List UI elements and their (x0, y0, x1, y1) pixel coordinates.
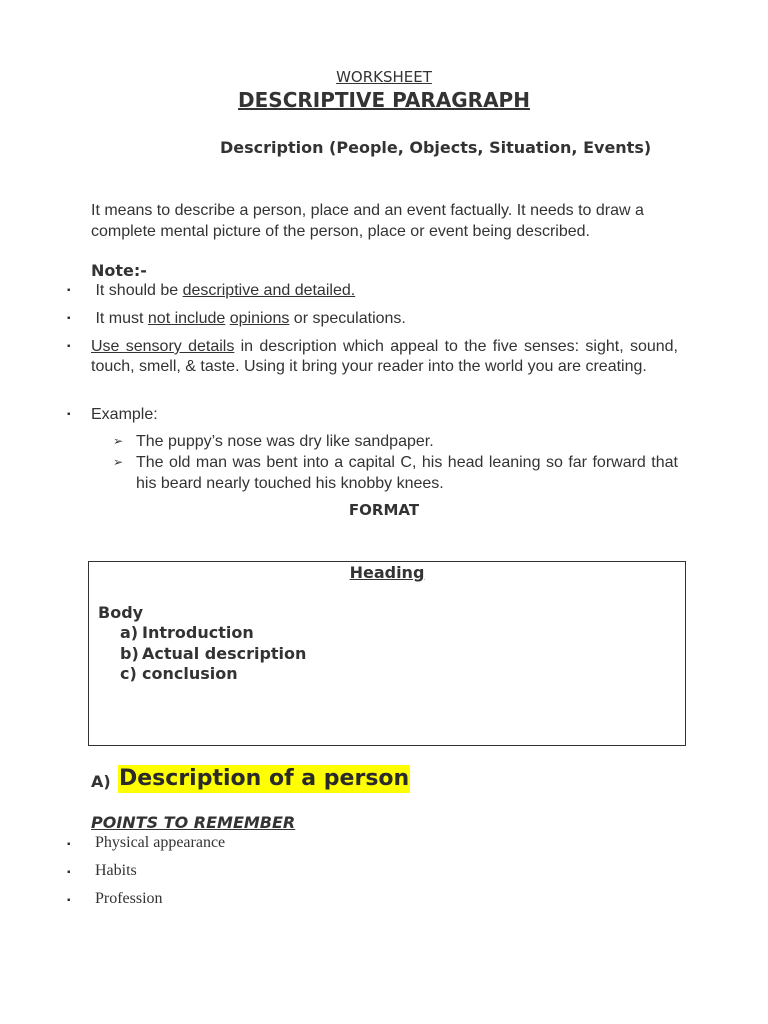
worksheet-label: WORKSHEET (336, 68, 432, 86)
example-item: The old man was bent into a capital C, his head leaning so far forward that his beard nearly touched his knobby knees. (136, 454, 678, 492)
format-item (120, 644, 306, 663)
subtitle: Description (People, Objects, Situation, Events) (220, 138, 652, 157)
note-item-1-emphasis: descriptive and detailed. (182, 282, 356, 299)
page-title: DESCRIPTIVE PARAGRAPH (238, 88, 530, 112)
bullet-icon: ▪ (67, 285, 71, 296)
section-prefix: A) (91, 772, 111, 791)
format-box (88, 561, 686, 746)
bullet-icon: ▪ (67, 313, 71, 324)
bullet-icon: ▪ (67, 839, 71, 850)
note-item-3 (91, 337, 678, 377)
note-item-2 (91, 309, 678, 329)
note-item-2-text: It must (95, 310, 148, 327)
example-item: The puppy’s nose was dry like sandpaper. (136, 433, 434, 450)
arrow-bullet-icon: ➢ (113, 455, 124, 469)
format-item-text: Introduction (142, 623, 254, 642)
bullet-icon: ▪ (67, 409, 71, 420)
format-item (120, 623, 254, 642)
note-item-4: Example: (91, 406, 158, 423)
note-item-3-text: in description which appeal to the five senses: sight, sound, touch, smell, & taste. Using it bring your reader into the world you are creating. (91, 338, 678, 375)
note-item-2-emphasis-1: not include (147, 310, 226, 327)
format-item-label: a) (120, 623, 139, 642)
note-item-3-emphasis: Use sensory details (91, 338, 235, 355)
points-heading: POINTS TO REMEMBER (91, 813, 296, 832)
intro-paragraph: It means to describe a person, place and an event factually. It needs to draw a complete mental picture of the person, place or event being described. (91, 202, 644, 240)
arrow-bullet-icon: ➢ (113, 434, 124, 448)
note-item-1 (91, 281, 678, 301)
section-title: Description of a person (119, 766, 410, 791)
format-item-text: Actual description (142, 644, 307, 663)
note-label: Note:- (91, 261, 147, 280)
format-item-label: b) (120, 644, 139, 663)
point-item: Profession (95, 890, 163, 907)
point-item: Habits (95, 862, 137, 879)
format-item-label: c) (120, 664, 137, 683)
point-item: Physical appearance (95, 834, 226, 851)
format-heading: Heading (349, 563, 425, 582)
format-item (120, 664, 238, 683)
note-item-1-text: It should be (95, 282, 183, 299)
format-label: FORMAT (348, 501, 420, 519)
note-item-2-tail: or speculations. (289, 310, 406, 327)
bullet-icon: ▪ (67, 867, 71, 878)
format-body-label: Body (98, 603, 144, 622)
note-item-2-emphasis-2: opinions (229, 310, 290, 327)
bullet-icon: ▪ (67, 341, 71, 352)
format-item-text: conclusion (142, 664, 238, 683)
bullet-icon: ▪ (67, 895, 71, 906)
